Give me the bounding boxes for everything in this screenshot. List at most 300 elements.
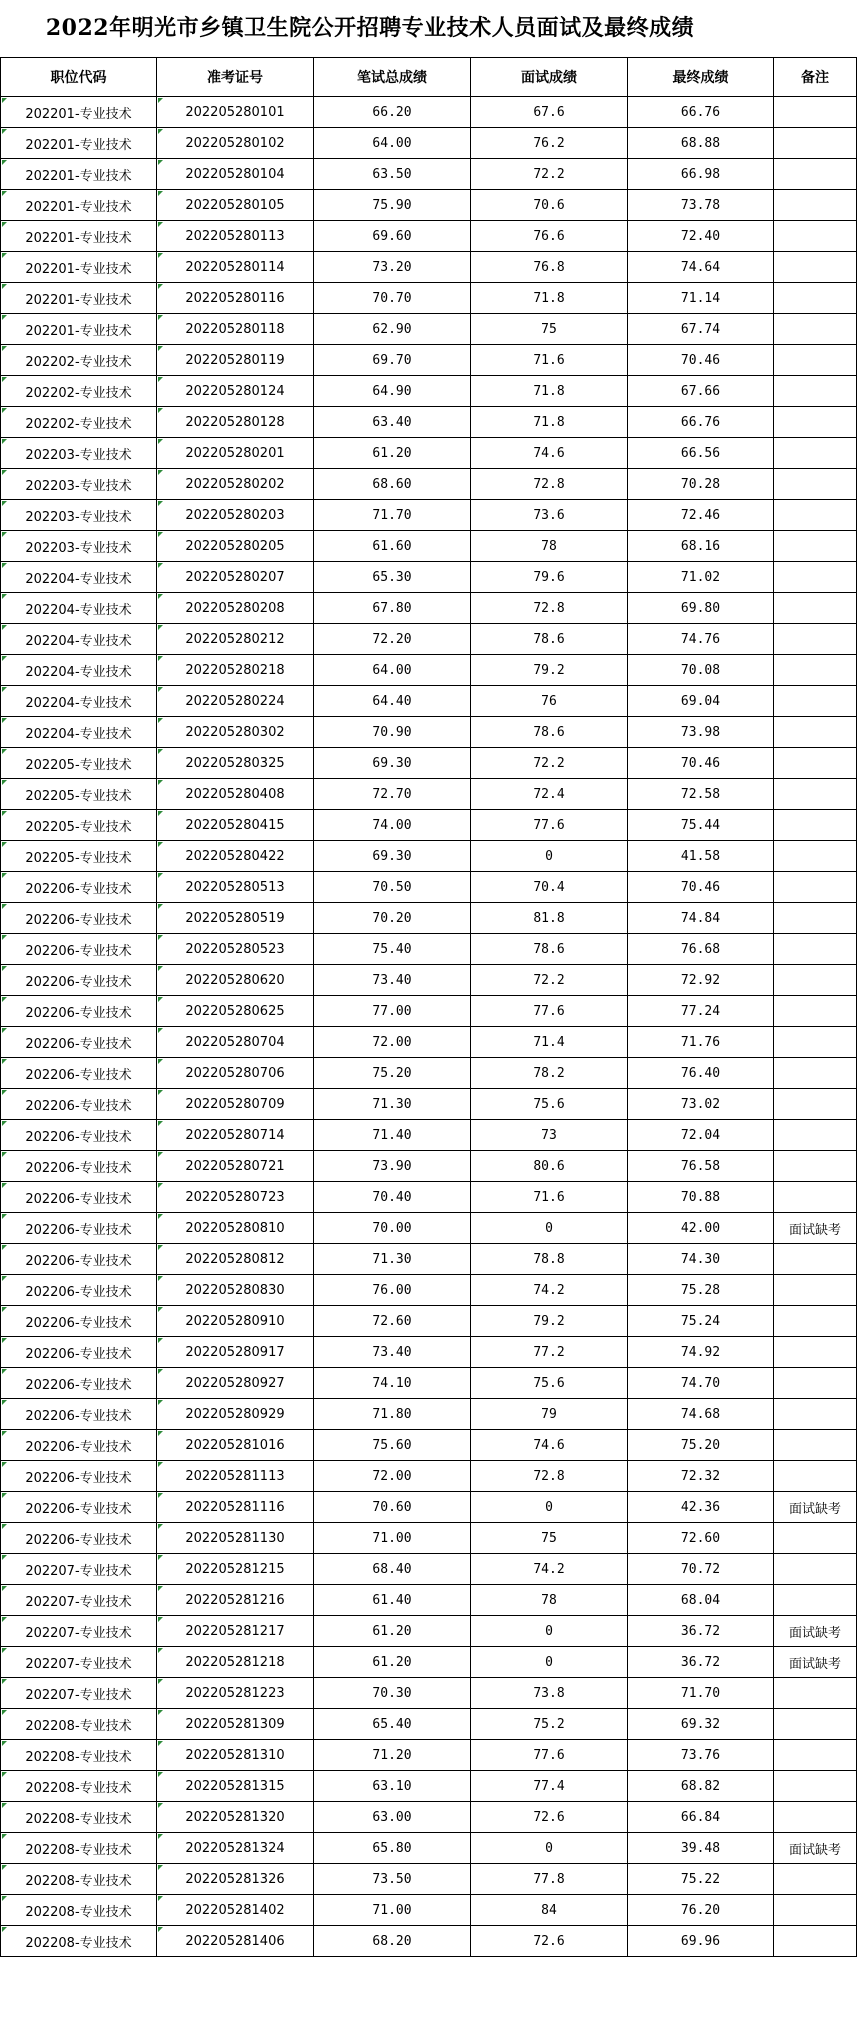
position-code-cell: 202206-专业技术 [1, 1120, 157, 1151]
table-row [1, 934, 857, 965]
interview-score-cell: 78.6 [471, 717, 628, 748]
written-score-cell: 72.60 [314, 1306, 471, 1337]
interview-score-cell: 74.2 [471, 1275, 628, 1306]
table-row [1, 965, 857, 996]
remarks-cell [774, 1461, 857, 1492]
remarks-cell [774, 1027, 857, 1058]
ticket-number-cell: 202205280415 [157, 810, 314, 841]
final-score-cell: 69.80 [628, 593, 774, 624]
interview-score-cell: 78.8 [471, 1244, 628, 1275]
final-score-cell: 41.58 [628, 841, 774, 872]
ticket-number-cell: 202205280812 [157, 1244, 314, 1275]
interview-score-cell: 71.4 [471, 1027, 628, 1058]
ticket-number-cell: 202205281223 [157, 1678, 314, 1709]
written-score-cell: 62.90 [314, 314, 471, 345]
interview-score-cell: 78.6 [471, 934, 628, 965]
final-score-cell: 74.92 [628, 1337, 774, 1368]
final-score-cell: 73.02 [628, 1089, 774, 1120]
final-score-cell: 75.28 [628, 1275, 774, 1306]
remarks-cell [774, 128, 857, 159]
written-score-cell: 75.90 [314, 190, 471, 221]
written-score-cell: 74.10 [314, 1368, 471, 1399]
table-row [1, 1833, 857, 1864]
table-row [1, 159, 857, 190]
written-score-cell: 71.30 [314, 1089, 471, 1120]
written-score-cell: 73.40 [314, 1337, 471, 1368]
position-code-cell: 202206-专业技术 [1, 1368, 157, 1399]
remarks-cell [774, 872, 857, 903]
final-score-cell: 74.64 [628, 252, 774, 283]
final-score-cell: 76.20 [628, 1895, 774, 1926]
remarks-cell [774, 841, 857, 872]
interview-score-cell: 73 [471, 1120, 628, 1151]
written-score-cell: 71.40 [314, 1120, 471, 1151]
ticket-number-cell: 202205281217 [157, 1616, 314, 1647]
position-code-cell: 202206-专业技术 [1, 872, 157, 903]
remarks-cell [774, 283, 857, 314]
position-code-cell: 202206-专业技术 [1, 1461, 157, 1492]
header-written-score: 笔试总成绩 [314, 58, 471, 97]
interview-score-cell: 77.6 [471, 996, 628, 1027]
final-score-cell: 67.74 [628, 314, 774, 345]
ticket-number-cell: 202205280810 [157, 1213, 314, 1244]
position-code-cell: 202203-专业技术 [1, 531, 157, 562]
table-row [1, 345, 857, 376]
written-score-cell: 77.00 [314, 996, 471, 1027]
interview-score-cell: 78 [471, 531, 628, 562]
remarks-cell [774, 748, 857, 779]
remarks-cell [774, 1585, 857, 1616]
interview-score-cell: 72.8 [471, 469, 628, 500]
remarks-cell [774, 1740, 857, 1771]
written-score-cell: 69.60 [314, 221, 471, 252]
final-score-cell: 36.72 [628, 1616, 774, 1647]
table-row [1, 1027, 857, 1058]
interview-score-cell: 79.2 [471, 1306, 628, 1337]
written-score-cell: 73.90 [314, 1151, 471, 1182]
ticket-number-cell: 202205281402 [157, 1895, 314, 1926]
remarks-cell: 面试缺考 [774, 1647, 857, 1678]
ticket-number-cell: 202205280625 [157, 996, 314, 1027]
table-row [1, 1926, 857, 1957]
position-code-cell: 202205-专业技术 [1, 810, 157, 841]
remarks-cell [774, 159, 857, 190]
ticket-number-cell: 202205280723 [157, 1182, 314, 1213]
final-score-cell: 70.88 [628, 1182, 774, 1213]
interview-score-cell: 77.6 [471, 1740, 628, 1771]
ticket-number-cell: 202205280212 [157, 624, 314, 655]
remarks-cell [774, 1895, 857, 1926]
ticket-number-cell: 202205280201 [157, 438, 314, 469]
remarks-cell [774, 1523, 857, 1554]
table-row [1, 1368, 857, 1399]
written-score-cell: 65.80 [314, 1833, 471, 1864]
position-code-cell: 202206-专业技术 [1, 1027, 157, 1058]
final-score-cell: 75.20 [628, 1430, 774, 1461]
table-row [1, 1306, 857, 1337]
interview-score-cell: 77.2 [471, 1337, 628, 1368]
written-score-cell: 72.00 [314, 1461, 471, 1492]
written-score-cell: 61.60 [314, 531, 471, 562]
ticket-number-cell: 202205281320 [157, 1802, 314, 1833]
interview-score-cell: 72.6 [471, 1802, 628, 1833]
interview-score-cell: 0 [471, 1647, 628, 1678]
written-score-cell: 61.20 [314, 1616, 471, 1647]
interview-score-cell: 0 [471, 1213, 628, 1244]
final-score-cell: 72.92 [628, 965, 774, 996]
written-score-cell: 75.60 [314, 1430, 471, 1461]
position-code-cell: 202208-专业技术 [1, 1802, 157, 1833]
final-score-cell: 71.14 [628, 283, 774, 314]
remarks-cell [774, 1864, 857, 1895]
interview-score-cell: 84 [471, 1895, 628, 1926]
table-row [1, 1244, 857, 1275]
final-score-cell: 75.44 [628, 810, 774, 841]
final-score-cell: 76.40 [628, 1058, 774, 1089]
written-score-cell: 69.30 [314, 748, 471, 779]
position-code-cell: 202201-专业技术 [1, 283, 157, 314]
position-code-cell: 202206-专业技术 [1, 1306, 157, 1337]
position-code-cell: 202205-专业技术 [1, 748, 157, 779]
interview-score-cell: 75.6 [471, 1368, 628, 1399]
final-score-cell: 68.16 [628, 531, 774, 562]
table-row [1, 1058, 857, 1089]
position-code-cell: 202208-专业技术 [1, 1895, 157, 1926]
table-row [1, 128, 857, 159]
remarks-cell [774, 562, 857, 593]
remarks-cell: 面试缺考 [774, 1492, 857, 1523]
position-code-cell: 202202-专业技术 [1, 376, 157, 407]
table-row [1, 779, 857, 810]
written-score-cell: 71.30 [314, 1244, 471, 1275]
table-header-row [1, 58, 857, 97]
remarks-cell [774, 252, 857, 283]
position-code-cell: 202204-专业技术 [1, 624, 157, 655]
header-remarks: 备注 [774, 58, 857, 97]
final-score-cell: 66.76 [628, 407, 774, 438]
table-row [1, 1120, 857, 1151]
final-score-cell: 42.00 [628, 1213, 774, 1244]
remarks-cell [774, 1430, 857, 1461]
interview-score-cell: 0 [471, 1833, 628, 1864]
final-score-cell: 70.46 [628, 748, 774, 779]
ticket-number-cell: 202205280706 [157, 1058, 314, 1089]
final-score-cell: 70.46 [628, 872, 774, 903]
remarks-cell [774, 345, 857, 376]
written-score-cell: 61.40 [314, 1585, 471, 1616]
final-score-cell: 72.58 [628, 779, 774, 810]
written-score-cell: 64.40 [314, 686, 471, 717]
final-score-cell: 75.24 [628, 1306, 774, 1337]
interview-score-cell: 72.2 [471, 159, 628, 190]
final-score-cell: 70.08 [628, 655, 774, 686]
final-score-cell: 73.76 [628, 1740, 774, 1771]
ticket-number-cell: 202205280721 [157, 1151, 314, 1182]
ticket-number-cell: 202205281309 [157, 1709, 314, 1740]
interview-score-cell: 70.4 [471, 872, 628, 903]
table-row [1, 655, 857, 686]
ticket-number-cell: 202205280116 [157, 283, 314, 314]
written-score-cell: 61.20 [314, 438, 471, 469]
table-row [1, 841, 857, 872]
ticket-number-cell: 202205280929 [157, 1399, 314, 1430]
position-code-cell: 202201-专业技术 [1, 97, 157, 128]
table-row [1, 748, 857, 779]
interview-score-cell: 72.2 [471, 748, 628, 779]
position-code-cell: 202206-专业技术 [1, 1492, 157, 1523]
position-code-cell: 202208-专业技术 [1, 1833, 157, 1864]
written-score-cell: 70.30 [314, 1678, 471, 1709]
header-final-score: 最终成绩 [628, 58, 774, 97]
table-row [1, 1151, 857, 1182]
position-code-cell: 202206-专业技术 [1, 1213, 157, 1244]
interview-score-cell: 71.6 [471, 345, 628, 376]
written-score-cell: 68.20 [314, 1926, 471, 1957]
table-row [1, 872, 857, 903]
position-code-cell: 202202-专业技术 [1, 345, 157, 376]
table-row [1, 1089, 857, 1120]
written-score-cell: 61.20 [314, 1647, 471, 1678]
ticket-number-cell: 202205280203 [157, 500, 314, 531]
interview-score-cell: 78 [471, 1585, 628, 1616]
ticket-number-cell: 202205280325 [157, 748, 314, 779]
position-code-cell: 202206-专业技术 [1, 1275, 157, 1306]
final-score-cell: 66.56 [628, 438, 774, 469]
final-score-cell: 36.72 [628, 1647, 774, 1678]
ticket-number-cell: 202205281218 [157, 1647, 314, 1678]
written-score-cell: 63.10 [314, 1771, 471, 1802]
ticket-number-cell: 202205281215 [157, 1554, 314, 1585]
table-row [1, 1554, 857, 1585]
final-score-cell: 74.70 [628, 1368, 774, 1399]
header-ticket-number: 准考证号 [157, 58, 314, 97]
ticket-number-cell: 202205280422 [157, 841, 314, 872]
final-score-cell: 72.32 [628, 1461, 774, 1492]
position-code-cell: 202207-专业技术 [1, 1554, 157, 1585]
ticket-number-cell: 202205280513 [157, 872, 314, 903]
header-position-code: 职位代码 [1, 58, 157, 97]
final-score-cell: 69.96 [628, 1926, 774, 1957]
interview-score-cell: 71.6 [471, 1182, 628, 1213]
written-score-cell: 70.20 [314, 903, 471, 934]
ticket-number-cell: 202205281324 [157, 1833, 314, 1864]
ticket-number-cell: 202205280205 [157, 531, 314, 562]
ticket-number-cell: 202205281116 [157, 1492, 314, 1523]
results-table [0, 57, 857, 1957]
table-row [1, 1771, 857, 1802]
final-score-cell: 68.82 [628, 1771, 774, 1802]
table-row [1, 624, 857, 655]
ticket-number-cell: 202205281016 [157, 1430, 314, 1461]
table-row [1, 810, 857, 841]
interview-score-cell: 76 [471, 686, 628, 717]
interview-score-cell: 81.8 [471, 903, 628, 934]
position-code-cell: 202206-专业技术 [1, 1058, 157, 1089]
table-row [1, 593, 857, 624]
table-row [1, 717, 857, 748]
written-score-cell: 70.60 [314, 1492, 471, 1523]
ticket-number-cell: 202205281130 [157, 1523, 314, 1554]
remarks-cell [774, 1120, 857, 1151]
remarks-cell: 面试缺考 [774, 1616, 857, 1647]
ticket-number-cell: 202205280302 [157, 717, 314, 748]
interview-score-cell: 75.6 [471, 1089, 628, 1120]
position-code-cell: 202202-专业技术 [1, 407, 157, 438]
final-score-cell: 72.04 [628, 1120, 774, 1151]
table-row [1, 1275, 857, 1306]
remarks-cell [774, 1926, 857, 1957]
remarks-cell [774, 717, 857, 748]
ticket-number-cell: 202205280224 [157, 686, 314, 717]
table-row [1, 314, 857, 345]
ticket-number-cell: 202205280101 [157, 97, 314, 128]
table-row [1, 1492, 857, 1523]
remarks-cell [774, 376, 857, 407]
final-score-cell: 72.40 [628, 221, 774, 252]
table-row [1, 1740, 857, 1771]
remarks-cell [774, 779, 857, 810]
remarks-cell [774, 469, 857, 500]
table-row [1, 1709, 857, 1740]
table-row [1, 1399, 857, 1430]
table-row [1, 407, 857, 438]
ticket-number-cell: 202205281315 [157, 1771, 314, 1802]
interview-score-cell: 76.6 [471, 221, 628, 252]
ticket-number-cell: 202205280917 [157, 1337, 314, 1368]
remarks-cell [774, 965, 857, 996]
position-code-cell: 202206-专业技术 [1, 1337, 157, 1368]
interview-score-cell: 75 [471, 314, 628, 345]
ticket-number-cell: 202205281326 [157, 1864, 314, 1895]
final-score-cell: 74.68 [628, 1399, 774, 1430]
final-score-cell: 71.70 [628, 1678, 774, 1709]
position-code-cell: 202205-专业技术 [1, 779, 157, 810]
position-code-cell: 202207-专业技术 [1, 1647, 157, 1678]
interview-score-cell: 73.6 [471, 500, 628, 531]
remarks-cell [774, 624, 857, 655]
position-code-cell: 202201-专业技术 [1, 221, 157, 252]
ticket-number-cell: 202205280927 [157, 1368, 314, 1399]
position-code-cell: 202208-专业技术 [1, 1709, 157, 1740]
table-row [1, 500, 857, 531]
position-code-cell: 202206-专业技术 [1, 996, 157, 1027]
written-score-cell: 69.70 [314, 345, 471, 376]
remarks-cell: 面试缺考 [774, 1213, 857, 1244]
final-score-cell: 74.76 [628, 624, 774, 655]
table-row [1, 1895, 857, 1926]
interview-score-cell: 72.8 [471, 593, 628, 624]
remarks-cell [774, 1368, 857, 1399]
written-score-cell: 68.40 [314, 1554, 471, 1585]
written-score-cell: 70.70 [314, 283, 471, 314]
position-code-cell: 202204-专业技术 [1, 655, 157, 686]
position-code-cell: 202203-专业技术 [1, 469, 157, 500]
final-score-cell: 68.04 [628, 1585, 774, 1616]
written-score-cell: 70.90 [314, 717, 471, 748]
interview-score-cell: 79.2 [471, 655, 628, 686]
table-row [1, 1678, 857, 1709]
written-score-cell: 64.00 [314, 128, 471, 159]
written-score-cell: 75.20 [314, 1058, 471, 1089]
remarks-cell [774, 438, 857, 469]
table-row [1, 1802, 857, 1833]
table-row [1, 903, 857, 934]
remarks-cell [774, 1709, 857, 1740]
remarks-cell [774, 1151, 857, 1182]
remarks-cell [774, 221, 857, 252]
position-code-cell: 202207-专业技术 [1, 1585, 157, 1616]
position-code-cell: 202207-专业技术 [1, 1678, 157, 1709]
ticket-number-cell: 202205280105 [157, 190, 314, 221]
table-row [1, 252, 857, 283]
ticket-number-cell: 202205280119 [157, 345, 314, 376]
position-code-cell: 202206-专业技术 [1, 903, 157, 934]
interview-score-cell: 77.4 [471, 1771, 628, 1802]
interview-score-cell: 75.2 [471, 1709, 628, 1740]
ticket-number-cell: 202205281216 [157, 1585, 314, 1616]
final-score-cell: 76.58 [628, 1151, 774, 1182]
final-score-cell: 39.48 [628, 1833, 774, 1864]
table-row [1, 1461, 857, 1492]
interview-score-cell: 74.6 [471, 438, 628, 469]
interview-score-cell: 78.6 [471, 624, 628, 655]
position-code-cell: 202208-专业技术 [1, 1771, 157, 1802]
position-code-cell: 202201-专业技术 [1, 128, 157, 159]
interview-score-cell: 71.8 [471, 407, 628, 438]
interview-score-cell: 79.6 [471, 562, 628, 593]
final-score-cell: 68.88 [628, 128, 774, 159]
interview-score-cell: 72.6 [471, 1926, 628, 1957]
ticket-number-cell: 202205280704 [157, 1027, 314, 1058]
final-score-cell: 70.28 [628, 469, 774, 500]
ticket-number-cell: 202205280709 [157, 1089, 314, 1120]
written-score-cell: 75.40 [314, 934, 471, 965]
final-score-cell: 67.66 [628, 376, 774, 407]
ticket-number-cell: 202205280408 [157, 779, 314, 810]
written-score-cell: 70.50 [314, 872, 471, 903]
remarks-cell [774, 1771, 857, 1802]
ticket-number-cell: 202205280207 [157, 562, 314, 593]
remarks-cell [774, 1182, 857, 1213]
written-score-cell: 69.30 [314, 841, 471, 872]
remarks-cell [774, 686, 857, 717]
position-code-cell: 202203-专业技术 [1, 500, 157, 531]
remarks-cell [774, 1802, 857, 1833]
table-row [1, 531, 857, 562]
written-score-cell: 67.80 [314, 593, 471, 624]
ticket-number-cell: 202205281113 [157, 1461, 314, 1492]
ticket-number-cell: 202205280114 [157, 252, 314, 283]
interview-score-cell: 80.6 [471, 1151, 628, 1182]
interview-score-cell: 76.2 [471, 128, 628, 159]
remarks-cell [774, 1089, 857, 1120]
written-score-cell: 68.60 [314, 469, 471, 500]
final-score-cell: 75.22 [628, 1864, 774, 1895]
written-score-cell: 70.40 [314, 1182, 471, 1213]
interview-score-cell: 77.6 [471, 810, 628, 841]
final-score-cell: 42.36 [628, 1492, 774, 1523]
written-score-cell: 72.00 [314, 1027, 471, 1058]
remarks-cell [774, 531, 857, 562]
table-row [1, 97, 857, 128]
written-score-cell: 73.50 [314, 1864, 471, 1895]
table-row [1, 1182, 857, 1213]
position-code-cell: 202206-专业技术 [1, 1182, 157, 1213]
final-score-cell: 69.32 [628, 1709, 774, 1740]
remarks-cell [774, 1275, 857, 1306]
written-score-cell: 66.20 [314, 97, 471, 128]
ticket-number-cell: 202205280910 [157, 1306, 314, 1337]
